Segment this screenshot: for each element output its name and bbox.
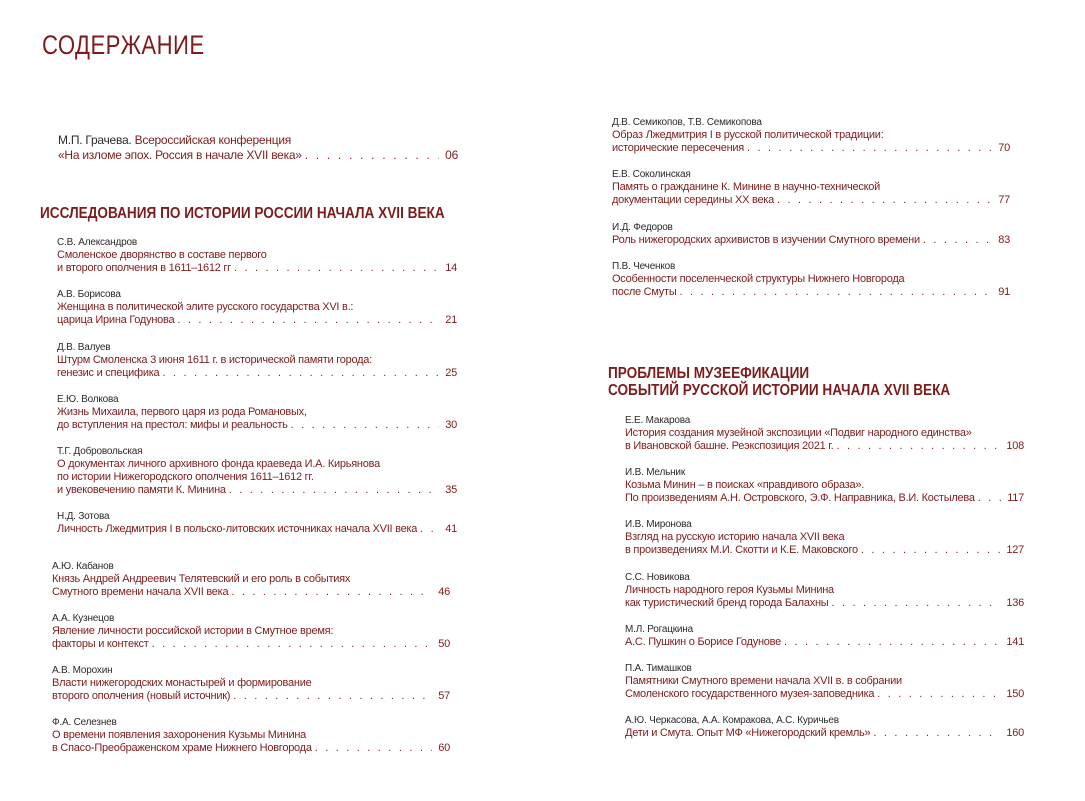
toc-title-line: Власти нижегородских монастырей и формирование: [52, 677, 312, 689]
toc-entry[interactable]: [625, 414, 1024, 453]
dot-leader: [417, 523, 439, 536]
toc-page-number: 60: [438, 742, 450, 754]
toc-title-line: Личность народного героя Кузьмы Минина: [625, 584, 834, 596]
toc-entry[interactable]: [52, 716, 450, 755]
section-heading-line: ПРОБЛЕМЫ МУЗЕЕФИКАЦИИ: [608, 365, 810, 382]
toc-title-line: Жизнь Михаила, первого царя из рода Романовых,: [57, 406, 307, 418]
toc-page-number: 83: [998, 234, 1010, 246]
toc-author: М.Л. Рогацкина: [625, 624, 693, 635]
toc-title-line: Особенности поселенческой структуры Нижнего Новгорода: [612, 273, 905, 285]
toc-author: Е.В. Соколинская: [612, 169, 691, 180]
dot-leader: [870, 727, 1000, 740]
toc-page-number: 50: [438, 638, 450, 650]
toc-entry[interactable]: [612, 221, 1010, 247]
toc-title-line: Память о гражданине К. Минине в научно-технической: [612, 181, 881, 193]
toc-author: С.С. Новикова: [625, 572, 690, 583]
toc-entry[interactable]: [625, 571, 1024, 610]
toc-page-number: 136: [1006, 597, 1024, 609]
dot-leader: [174, 314, 439, 327]
toc-author: П.В. Чеченков: [612, 261, 676, 272]
toc-title-line: по истории Нижегородского ополчения 1611–1612 гг.: [57, 471, 314, 483]
dot-leader: [312, 742, 433, 755]
toc-author: Е.Е. Макарова: [625, 415, 691, 426]
dot-leader: [226, 484, 439, 497]
toc-title-line: царица Ирина Годунова: [57, 314, 175, 326]
intro-title-line: «На изломе эпох. Россия в начале XVII века»: [58, 148, 302, 162]
dot-leader: [874, 688, 1000, 701]
toc-page-number: 77: [998, 194, 1010, 206]
toc-author: Т.Г. Добровольская: [57, 446, 143, 457]
toc-title-line: генезис и специфика: [57, 367, 160, 379]
dot-leader: [228, 586, 432, 599]
section-heading: ИССЛЕДОВАНИЯ ПО ИСТОРИИ РОССИИ НАЧАЛА XVII ВЕКА: [40, 205, 445, 222]
section-heading-line: СОБЫТИЙ РУССКОЙ ИСТОРИИ НАЧАЛА XVII ВЕКА: [608, 382, 951, 399]
toc-title-line: История создания музейной экспозиции «Подвиг народного единства»: [625, 427, 972, 439]
toc-title-line: Смутного времени начала XVII века: [52, 586, 229, 598]
dot-leader: [858, 544, 1000, 557]
toc-entry[interactable]: [57, 445, 457, 497]
toc-author: А.В. Морохин: [52, 665, 113, 676]
toc-entry[interactable]: [57, 341, 457, 380]
toc-page-number: 57: [438, 690, 450, 702]
toc-title-line: в произведениях М.И. Скотти и К.Е. Маковского: [625, 544, 858, 556]
toc-title-line: Образ Лжедмитрия I в русской политической традиции:: [612, 129, 884, 141]
toc-title-line: Смоленское дворянство в составе первого: [57, 249, 267, 261]
dot-leader: [159, 367, 439, 380]
intro-author: М.П. Грачева.: [58, 133, 132, 147]
dot-leader: [230, 690, 432, 703]
dot-leader: [833, 440, 1000, 453]
toc-page-number: 14: [445, 262, 457, 274]
toc-title-line: после Смуты: [612, 286, 677, 298]
toc-entry[interactable]: [625, 466, 1024, 505]
toc-page-number: 117: [1007, 492, 1024, 504]
page-title: СОДЕРЖАНИЕ: [42, 30, 205, 60]
dot-leader: [149, 638, 433, 651]
toc-title-line: Князь Андрей Андреевич Телятевский и его роль в событиях: [52, 573, 351, 585]
toc-page-number: 21: [445, 314, 457, 326]
dot-leader: [231, 262, 439, 275]
toc-entry[interactable]: [52, 612, 450, 651]
toc-title-line: в Ивановской башне. Реэкспозиция 2021 г.: [625, 440, 834, 452]
toc-page-number: 46: [438, 586, 450, 598]
toc-title-line: второго ополчения (новый источник): [52, 690, 231, 702]
dot-leader: [677, 286, 993, 299]
toc-entry[interactable]: [52, 560, 450, 599]
toc-author: П.А. Тимашков: [625, 663, 692, 674]
section-heading: [608, 365, 950, 399]
toc-title-line: А.С. Пушкин о Борисе Годунове: [625, 636, 782, 648]
toc-title-line: Штурм Смоленска 3 июня 1611 г. в исторической памяти города:: [57, 354, 372, 366]
toc-page-number: 127: [1006, 544, 1024, 556]
toc-entry[interactable]: [625, 662, 1024, 701]
toc-page-number: 30: [445, 419, 457, 431]
toc-entry[interactable]: [57, 510, 457, 536]
toc-entry[interactable]: [625, 518, 1024, 557]
toc-title-line: По произведениям А.Н. Островского, Э.Ф. Направника, В.И. Костылева: [625, 492, 975, 504]
toc-entry[interactable]: [612, 260, 1010, 299]
toc-page-number: 35: [445, 484, 457, 496]
toc-entry[interactable]: [57, 288, 457, 327]
toc-author: А.Ю. Кабанов: [52, 561, 114, 572]
toc-page-number: 108: [1006, 440, 1024, 452]
toc-entry[interactable]: [57, 393, 457, 432]
toc-author: Е.Ю. Волкова: [57, 394, 119, 405]
toc-title-line: и увековечению памяти К. Минина: [57, 484, 226, 496]
toc-entry[interactable]: [57, 236, 457, 275]
toc-author: И.В. Мельник: [625, 467, 685, 478]
dot-leader: [920, 234, 992, 247]
toc-entry[interactable]: [612, 116, 1010, 155]
dot-leader: [302, 148, 439, 163]
toc-title-line: Женщина в политической элите русского государства XVI в.:: [57, 301, 354, 313]
dot-leader: [828, 597, 1000, 610]
toc-author: А.Ю. Черкасова, А.А. Комракова, А.С. Куричьев: [625, 715, 839, 726]
toc-author: Ф.А. Селезнев: [52, 717, 117, 728]
toc-page-number: 91: [998, 286, 1010, 298]
toc-author: Н.Д. Зотова: [57, 511, 110, 522]
toc-author: А.А. Кузнецов: [52, 613, 115, 624]
toc-entry[interactable]: [52, 664, 450, 703]
toc-title-line: до вступления на престол: мифы и реальность: [57, 419, 288, 431]
toc-author: И.В. Миронова: [625, 519, 692, 530]
intro-title-line: Всероссийская конференция: [134, 133, 292, 147]
toc-title-line: Смоленского государственного музея-заповедника: [625, 688, 875, 700]
toc-title-line: Личность Лжедмитрия I в польско-литовских источниках начала XVII века: [57, 523, 418, 535]
toc-page-number: 70: [998, 142, 1010, 154]
toc-author: С.В. Александров: [57, 237, 137, 248]
dot-leader: [975, 492, 1001, 505]
toc-entry[interactable]: [625, 623, 1024, 649]
toc-title-line: Дети и Смута. Опыт МФ «Нижегородский кремль»: [625, 727, 871, 739]
dot-leader: [288, 419, 440, 432]
toc-page-number: 160: [1006, 727, 1024, 739]
toc-entry[interactable]: [625, 714, 1024, 740]
toc-title-line: исторические пересечения: [612, 142, 745, 154]
toc-title-line: О времени появления захоронения Кузьмы Минина: [52, 729, 307, 741]
toc-title-line: Козьма Минин – в поисках «правдивого образа».: [625, 479, 865, 491]
intro-page-number: 06: [445, 148, 458, 162]
toc-title-line: Взгляд на русскую историю начала XVII века: [625, 531, 845, 543]
toc-title-line: как туристический бренд города Балахны: [625, 597, 829, 609]
dot-leader: [744, 142, 992, 155]
dot-leader: [781, 636, 1000, 649]
intro-entry[interactable]: [58, 133, 458, 163]
toc-author: А.В. Борисова: [57, 289, 121, 300]
toc-page-number: 25: [445, 367, 457, 379]
toc-title-line: Памятники Смутного времени начала XVII в. в собрании: [625, 675, 902, 687]
toc-author: И.Д. Федоров: [612, 222, 673, 233]
dot-leader: [774, 194, 992, 207]
toc-page-number: 150: [1006, 688, 1024, 700]
toc-author: Д.В. Семикопов, Т.В. Семикопова: [612, 117, 762, 128]
toc-title-line: факторы и контекст: [52, 638, 149, 650]
toc-title-line: в Спасо-Преображенском храме Нижнего Новгорода: [52, 742, 312, 754]
toc-title-line: О документах личного архивного фонда краеведа И.А. Кирьянова: [57, 458, 380, 470]
toc-title-line: Явление личности российской истории в Смутное время:: [52, 625, 334, 637]
toc-page-number: 41: [445, 523, 457, 535]
toc-entry[interactable]: [612, 168, 1010, 207]
toc-title-line: документации середины XX века: [612, 194, 774, 206]
toc-author: Д.В. Валуев: [57, 342, 111, 353]
toc-page-number: 141: [1006, 636, 1024, 648]
toc-title-line: и второго ополчения в 1611–1612 гг: [57, 262, 231, 274]
toc-title-line: Роль нижегородских архивистов в изучении Смутного времени: [612, 234, 920, 246]
